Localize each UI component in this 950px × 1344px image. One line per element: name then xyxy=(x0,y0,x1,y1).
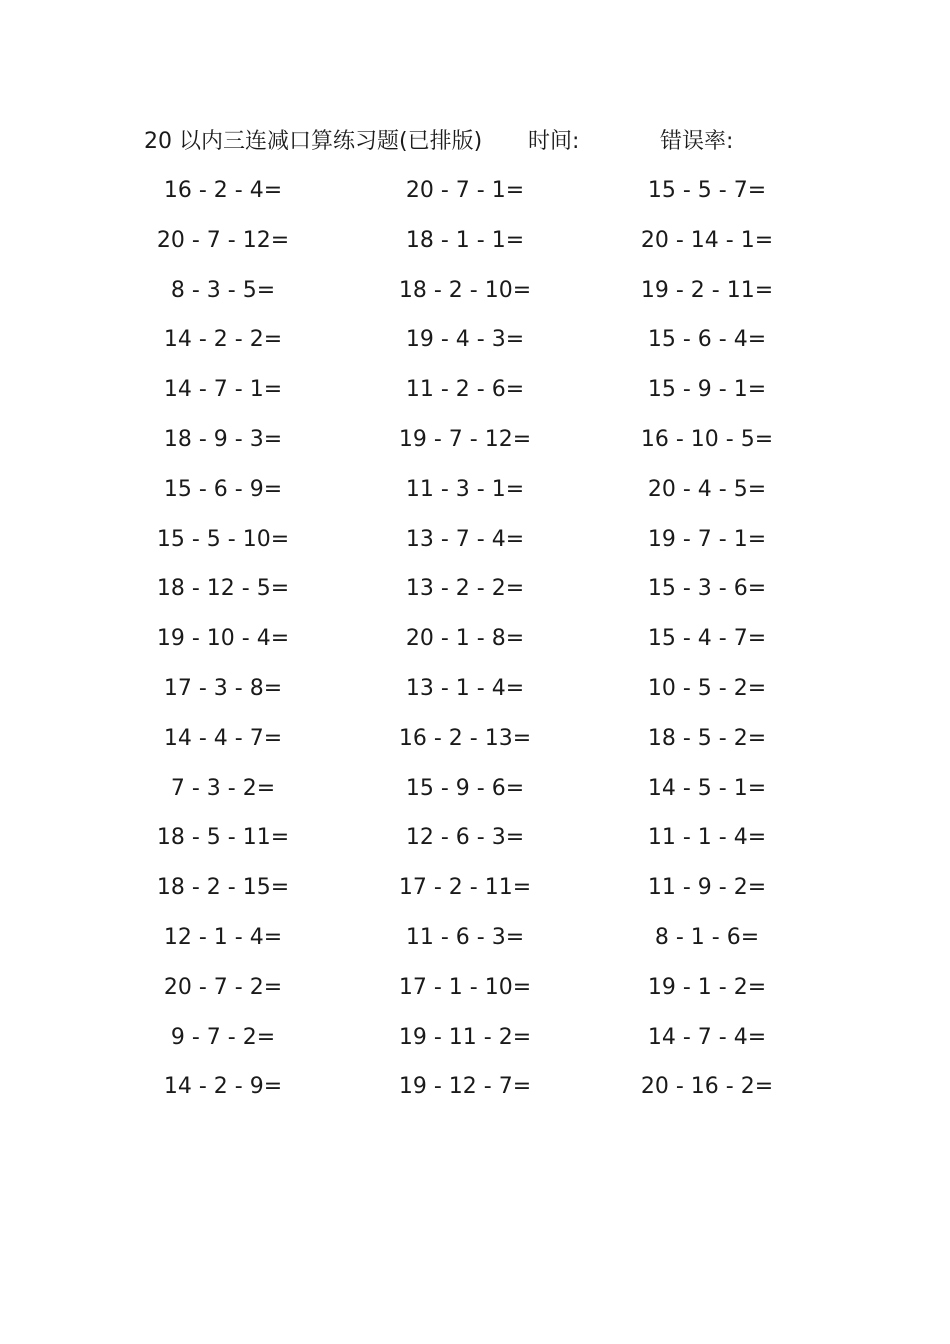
problem-item: 17 - 3 - 8= xyxy=(163,675,283,701)
problem-item: 12 - 6 - 3= xyxy=(405,825,525,851)
problem-item: 15 - 6 - 4= xyxy=(647,327,767,353)
problem-row xyxy=(0,668,950,718)
problem-item: 8 - 1 - 6= xyxy=(654,924,760,950)
problem-item: 18 - 2 - 15= xyxy=(156,875,290,901)
problem-row xyxy=(0,270,950,320)
problem-row xyxy=(0,817,950,867)
problem-item: 18 - 5 - 11= xyxy=(156,825,290,851)
problem-item: 14 - 2 - 2= xyxy=(163,327,283,353)
worksheet-header xyxy=(0,124,950,164)
problem-item: 16 - 2 - 4= xyxy=(163,178,283,203)
problem-item: 19 - 11 - 2= xyxy=(398,1024,532,1050)
problem-item: 13 - 2 - 2= xyxy=(405,576,525,602)
problem-item: 11 - 6 - 3= xyxy=(405,924,525,950)
worksheet-title: 20 以内三连减口算练习题(已排版) xyxy=(144,129,483,154)
problem-item: 7 - 3 - 2= xyxy=(170,775,276,801)
problem-item: 19 - 2 - 11= xyxy=(640,277,774,303)
problem-row xyxy=(0,419,950,469)
problem-item: 14 - 7 - 1= xyxy=(163,377,283,403)
problem-item: 19 - 12 - 7= xyxy=(398,1074,532,1100)
problem-item: 19 - 1 - 2= xyxy=(647,974,767,1000)
problem-item: 13 - 1 - 4= xyxy=(405,675,525,701)
problem-item: 14 - 5 - 1= xyxy=(647,775,767,801)
problem-row xyxy=(0,867,950,917)
problem-item: 16 - 10 - 5= xyxy=(640,426,774,452)
problem-row xyxy=(0,369,950,419)
problem-item: 20 - 16 - 2= xyxy=(640,1074,774,1100)
problem-item: 18 - 2 - 10= xyxy=(398,277,532,303)
problem-item: 20 - 14 - 1= xyxy=(640,227,774,253)
problem-item: 19 - 10 - 4= xyxy=(156,626,290,652)
problem-row xyxy=(0,618,950,668)
problem-item: 18 - 12 - 5= xyxy=(156,576,290,602)
problem-item: 20 - 4 - 5= xyxy=(647,476,767,502)
problem-item: 15 - 5 - 10= xyxy=(156,526,290,552)
error-rate-label: 错误率: xyxy=(660,129,734,154)
problem-item: 15 - 4 - 7= xyxy=(647,626,767,652)
problem-item: 11 - 1 - 4= xyxy=(647,825,767,851)
problem-item: 9 - 7 - 2= xyxy=(170,1024,276,1050)
problem-item: 17 - 1 - 10= xyxy=(398,974,532,1000)
problem-item: 20 - 7 - 12= xyxy=(156,227,290,253)
problem-item: 20 - 7 - 1= xyxy=(405,178,525,203)
problem-row xyxy=(0,768,950,818)
problem-item: 10 - 5 - 2= xyxy=(647,675,767,701)
problem-row xyxy=(0,718,950,768)
problem-row xyxy=(0,967,950,1017)
problem-item: 16 - 2 - 13= xyxy=(398,725,532,751)
problem-row xyxy=(0,319,950,369)
problem-item: 19 - 7 - 12= xyxy=(398,426,532,452)
problem-item: 14 - 2 - 9= xyxy=(163,1074,283,1100)
problem-row xyxy=(0,1066,950,1116)
problem-item: 19 - 7 - 1= xyxy=(647,526,767,552)
problem-item: 8 - 3 - 5= xyxy=(170,277,276,303)
problem-grid xyxy=(0,170,950,1116)
problem-item: 17 - 2 - 11= xyxy=(398,875,532,901)
problem-item: 18 - 5 - 2= xyxy=(647,725,767,751)
problem-item: 12 - 1 - 4= xyxy=(163,924,283,950)
problem-row xyxy=(0,1017,950,1067)
problem-item: 15 - 6 - 9= xyxy=(163,476,283,502)
problem-row xyxy=(0,917,950,967)
problem-item: 15 - 9 - 6= xyxy=(405,775,525,801)
problem-row xyxy=(0,170,950,220)
problem-row xyxy=(0,220,950,270)
problem-item: 20 - 1 - 8= xyxy=(405,626,525,652)
problem-item: 15 - 3 - 6= xyxy=(647,576,767,602)
problem-item: 15 - 9 - 1= xyxy=(647,377,767,403)
problem-row xyxy=(0,469,950,519)
problem-item: 20 - 7 - 2= xyxy=(163,974,283,1000)
time-label: 时间: xyxy=(528,129,580,154)
problem-item: 11 - 3 - 1= xyxy=(405,476,525,502)
problem-item: 11 - 9 - 2= xyxy=(647,875,767,901)
problem-item: 19 - 4 - 3= xyxy=(405,327,525,353)
problem-item: 14 - 4 - 7= xyxy=(163,725,283,751)
problem-row xyxy=(0,568,950,618)
problem-item: 15 - 5 - 7= xyxy=(647,178,767,203)
problem-item: 18 - 1 - 1= xyxy=(405,227,525,253)
problem-item: 14 - 7 - 4= xyxy=(647,1024,767,1050)
problem-item: 13 - 7 - 4= xyxy=(405,526,525,552)
problem-row xyxy=(0,519,950,569)
problem-item: 11 - 2 - 6= xyxy=(405,377,525,403)
problem-item: 18 - 9 - 3= xyxy=(163,426,283,452)
